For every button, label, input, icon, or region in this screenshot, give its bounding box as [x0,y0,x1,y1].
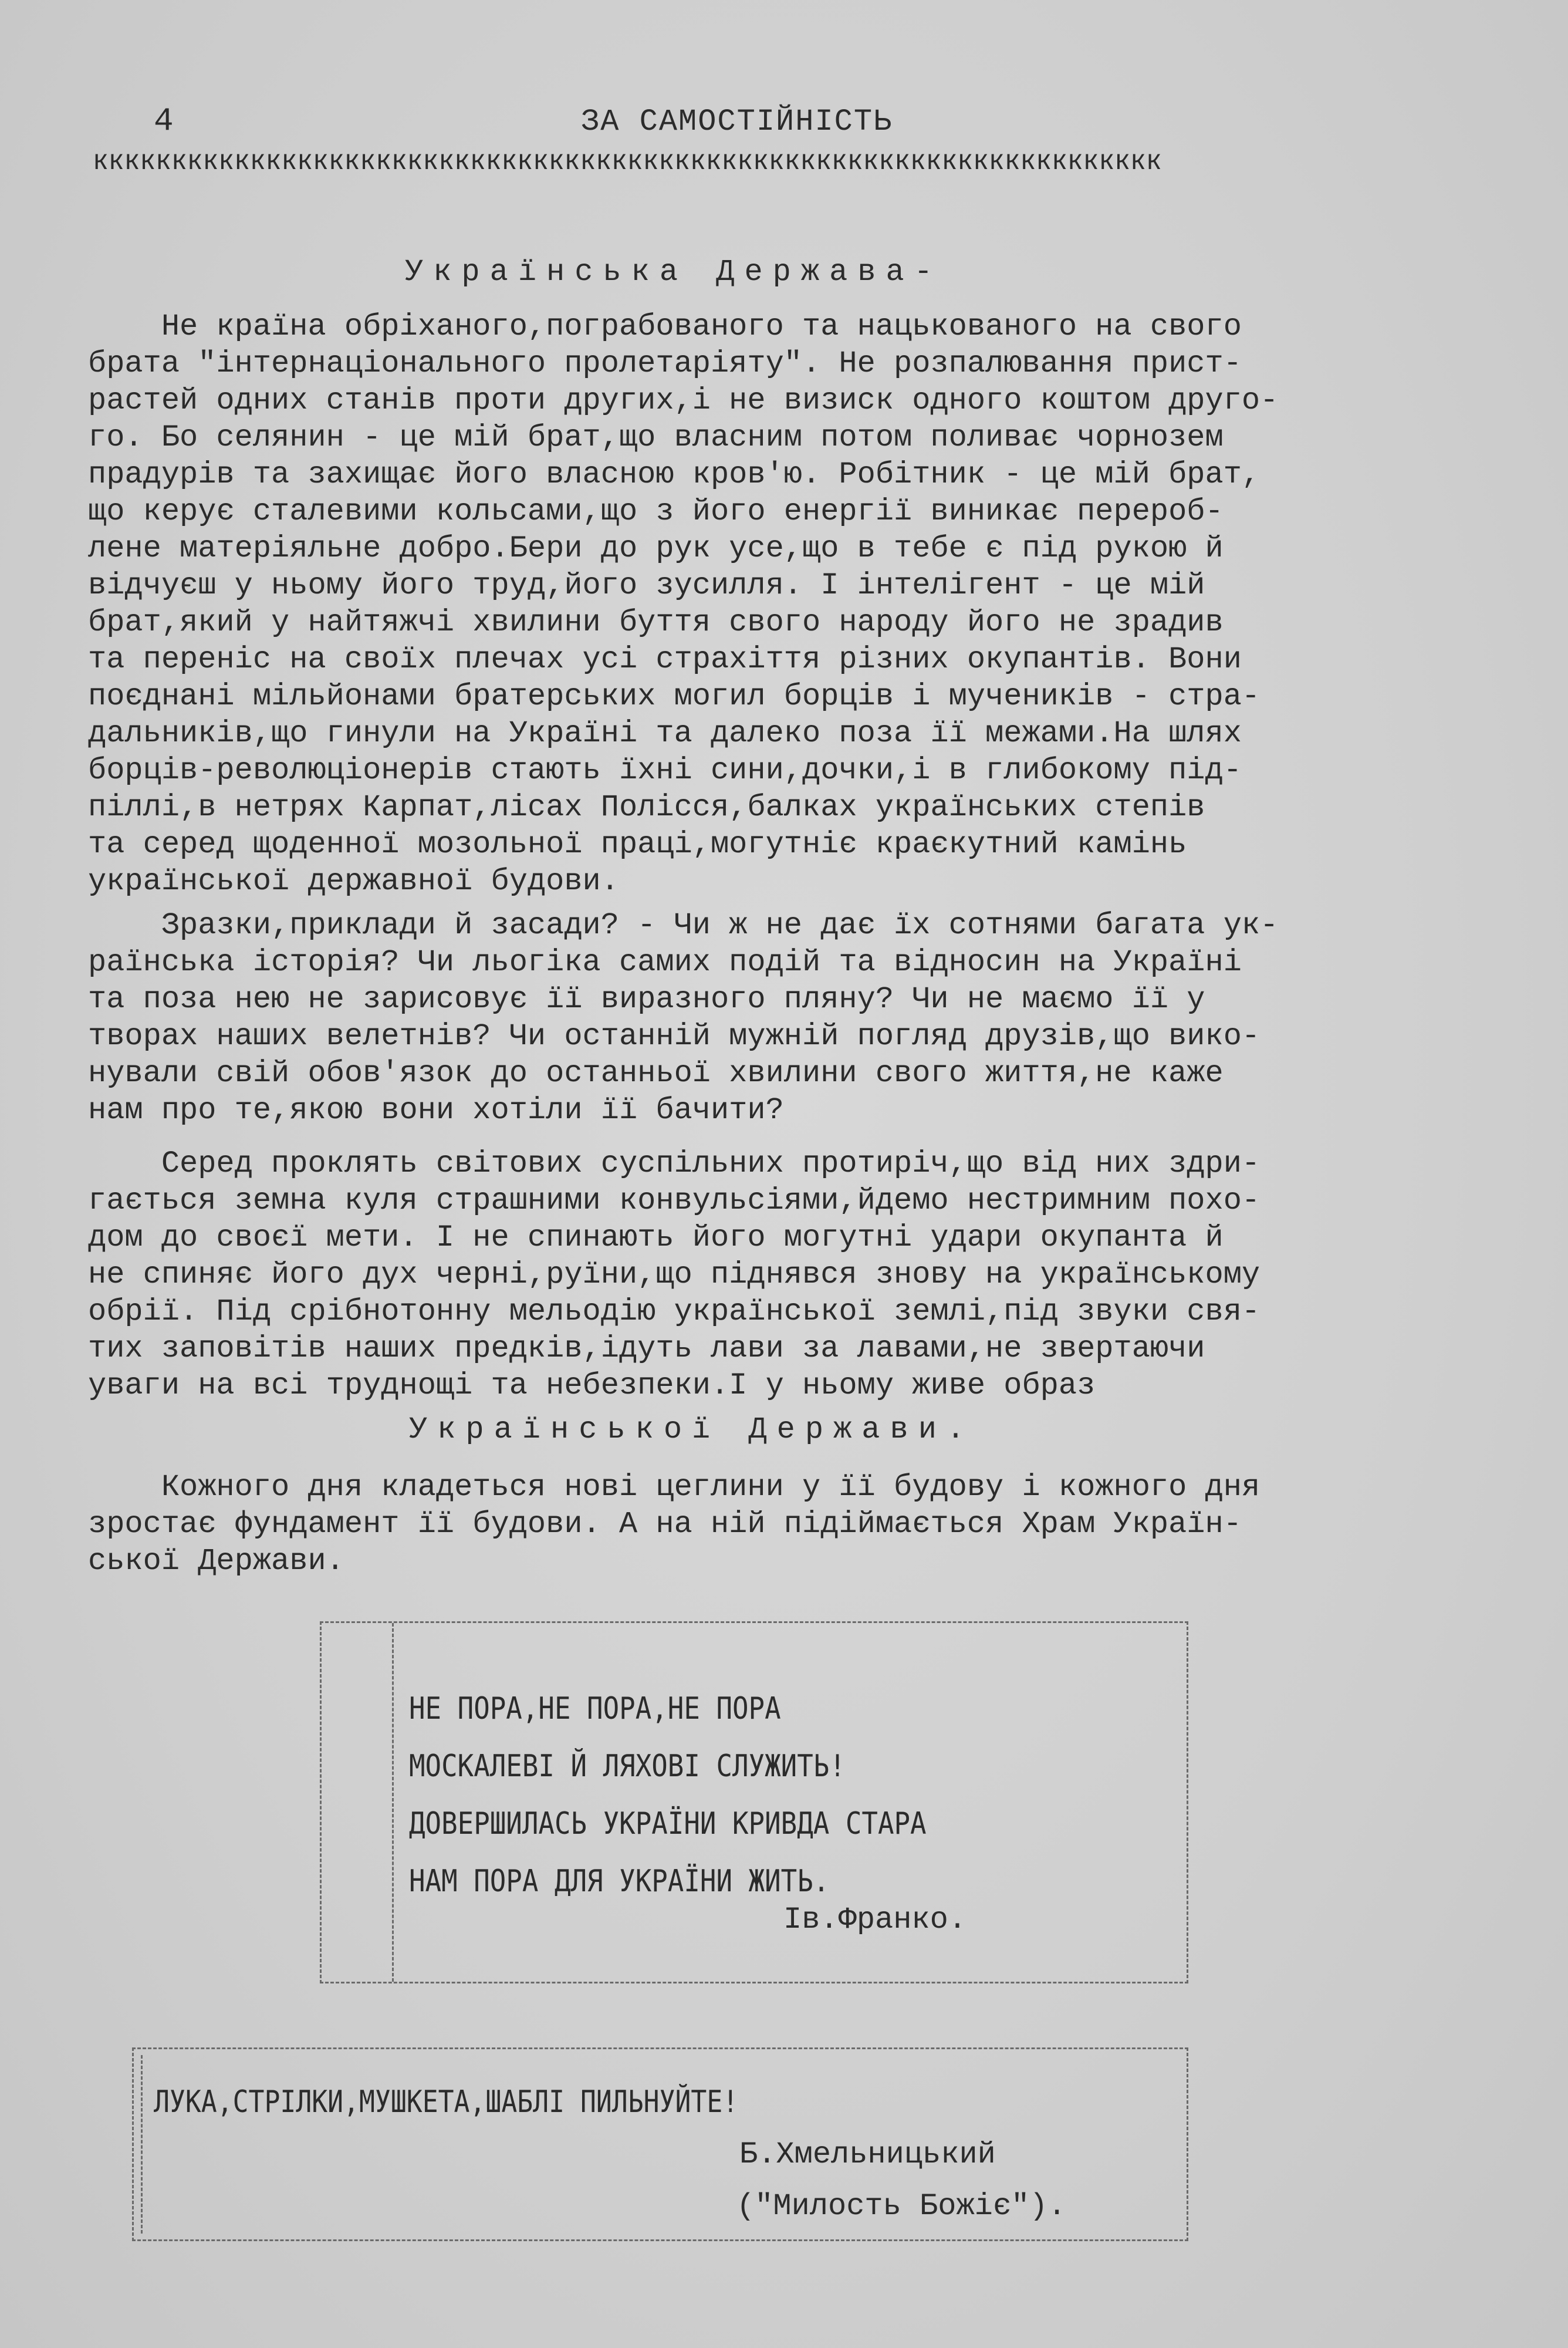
article-title: Українська Держава- [405,255,942,289]
header-rule: кккккккккккккккккккккккккккккккккккккккккккккккккккккккккккккккккккк [93,148,1162,176]
franko-quote-text: НЕ ПОРА,НЕ ПОРА,НЕ ПОРА МОСКАЛЕВІ Й ЛЯХОВІ СЛУЖИТЬ! ДОВЕРШИЛАСЬ УКРАЇНИ КРИВДА СТАРА НАМ ПОРА ДЛЯ УКРАЇНИ ЖИТЬ. [409,1691,927,1899]
franko-quote-author: Ів.Франко. [783,1902,967,1937]
khmelnytsky-quote-text: ЛУКА,СТРІЛКИ,МУШКЕТА,ШАБЛІ ПИЛЬНУЙТЕ! [154,2084,739,2120]
khmelnytsky-quote-source: ("Милость Божіє"). [736,2189,1066,2224]
article-paragraph: Зразки,приклади й засади? - Чи ж не дає їх сотнями багата ук- раїнська історія? Чи льогіка самих подій та відносин на Україні та поза нею не зарисовує її виразного пляну? Чи не маємо її у творах наших велетнів? Чи останній мужній погляд друзів,що вико- нували свій обов'язок до останньої хвилини свого життя,не каже нам про те,якою вони хотіли її бачити? [88,908,1279,1128]
article-paragraph: Серед проклять світових суспільних протиріч,що від них здри- гається земна куля страшними конвульсіями,йдемо нестримним похо- дом до своєї мети. І не спинають його могутні удари окупанта й не спиняє його дух черні,руїни,що піднявся знову на українському обрії. Під срібнотонну мельодію української землі,під звуки свя- тих заповітів наших предків,ідуть лави за лавами,не звертаючи уваги на всі труднощі та небезпеки.І у ньому живе образ [88,1146,1261,1403]
article-subtitle: Української Держави. [409,1412,975,1447]
khmelnytsky-quote-author: Б.Хмельницький [739,2137,996,2172]
article-paragraph: Не країна обріханого,пограбованого та нацькованого на свого брата "інтернаціонального пролетаріяту". Не розпалювання прист- растей одних станів проти других,і не визиск одного коштом друго- го. Бо селянин - це мій брат,що власним потом поливає чорнозем прадурів та захищає його власною кров'ю. Робітник - це мій брат, що керує сталевими кольсами,що з його енергії виникає перероб- лене матеріяльне добро.Бери до рук усе,що в тебе є під рукою й відчуєш у ньому його труд,його зусилля. І інтелігент - це мій брат,який у найтяжчі хвилини буття свого народу його не зрадив та переніс на своїх плечах усі страхіття різних окупантів. Вони поєднані мільйонами братерських могил борців і мучеників - стра- дальників,що гинули на Україні та далеко поза її межами.На шлях борців-революціонерів стають їхні сини,дочки,і в глибокому під- піллі,в нетрях Карпат,лісах Полісся,балках українських степів та серед щоденної мозольної праці,могутніє краєкутний камінь української державної будови. [88,309,1279,899]
page-number: 4 [154,102,174,140]
quote-box-divider [141,2055,143,2234]
running-title: ЗА САМОСТІЙНІСТЬ [581,104,893,139]
quote-box-divider [392,1623,394,1982]
article-paragraph: Кожного дня кладеться нові цеглини у її будову і кожного дня зростає фундамент її будови. А на ній підіймається Храм Україн- ської Держави. [88,1470,1261,1578]
